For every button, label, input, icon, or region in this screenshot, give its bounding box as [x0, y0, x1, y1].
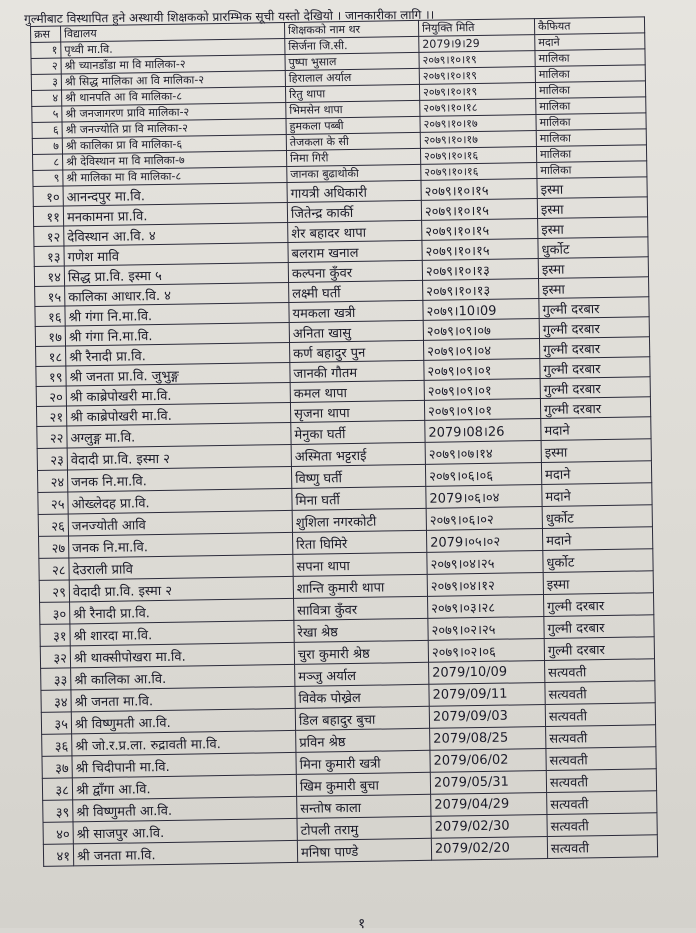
serial-cell: ३४ [41, 690, 71, 712]
remarks-cell: सत्यवती [547, 813, 657, 837]
school-cell: गणेश मावि [64, 242, 288, 266]
school-cell: श्री विष्णुमती आ.वि. [71, 708, 295, 734]
remarks-cell: इस्मा [539, 277, 649, 299]
serial-cell: ३२ [40, 646, 70, 668]
header-appointment-date: नियुक्ति मिति [418, 19, 534, 37]
school-cell: श्री थानपति आ वि मालिका-८ [62, 86, 286, 106]
header-teacher-name: शिक्षकको नाम थर [284, 20, 418, 38]
school-cell: सिद्ध प्रा.वि. इस्मा ५ [64, 262, 288, 286]
remarks-cell: इस्मा [537, 197, 647, 219]
school-cell: देउराली प्रावि [69, 554, 293, 580]
serial-cell: ४० [43, 822, 73, 844]
serial-cell: १५ [35, 286, 65, 306]
school-cell: श्री कालिका प्रा वि मालिका-६ [62, 134, 286, 154]
appointment-date-cell: २०७९।०२।२५ [428, 617, 544, 641]
remarks-cell: इस्मा [538, 217, 648, 239]
teacher-name-cell: विष्णु घर्ती [291, 464, 425, 488]
teacher-name-cell: मिना कुमारी खत्री [296, 750, 430, 774]
serial-cell: ३८ [42, 778, 72, 800]
teacher-name-cell: निमा गिरी [286, 148, 420, 166]
school-cell: मनकामना प्रा.वि. [63, 202, 287, 226]
teacher-name-cell: प्रविन श्रेष्ठ [296, 728, 430, 752]
remarks-cell: गुल्मी दरबार [539, 297, 649, 319]
remarks-cell: इस्मा [537, 177, 647, 199]
appointment-date-cell: २०७९।१०।१८ [420, 99, 536, 117]
remarks-cell: मालिका [536, 145, 646, 163]
serial-cell: २० [36, 386, 66, 406]
school-cell: श्री विष्णुमती आ.वि. [73, 796, 297, 822]
remarks-cell: मदाने [541, 417, 651, 441]
remarks-cell: गुल्मी दरबार [540, 377, 650, 399]
remarks-cell: धुर्कोट [542, 505, 652, 529]
serial-cell: २९ [39, 580, 69, 602]
school-cell: ओख्लेदह प्रा.वि. [68, 488, 292, 514]
appointment-date-cell: 2079/05/31 [430, 770, 546, 794]
serial-cell: २७ [39, 536, 69, 558]
serial-cell: १० [33, 186, 63, 206]
school-cell: कालिका आधार.वि. ४ [65, 282, 289, 306]
table-body [31, 33, 658, 867]
serial-cell: ११ [33, 206, 63, 226]
serial-cell: ३० [40, 602, 70, 624]
remarks-cell: मदाने [542, 483, 652, 507]
teacher-name-cell: सृजना थापा [290, 400, 424, 422]
school-cell: श्री थाक्सीपोखरा मा.वि. [70, 642, 294, 668]
remarks-cell: इस्मा [541, 439, 651, 463]
teacher-name-cell: मञ्जु अर्याल [295, 662, 429, 686]
remarks-cell: सत्यवती [546, 725, 656, 749]
teacher-name-cell: जानका बुढाथोकी [287, 164, 421, 182]
teacher-name-cell: चुरा कुमारी श्रेष्ठ [294, 640, 428, 664]
serial-cell: ९ [33, 170, 63, 186]
school-cell: श्री चिदीपानी मा.वि. [72, 752, 296, 778]
teacher-name-cell: बलराम खनाल [288, 240, 422, 262]
teacher-name-cell: डिल बहादुर बुचा [295, 706, 429, 730]
page-number: १ [358, 916, 366, 932]
serial-cell: १६ [35, 306, 65, 326]
teacher-name-cell: मेनुका घर्ती [291, 420, 425, 444]
school-cell: वेदादी प्रा.वि. इस्मा २ [67, 444, 291, 470]
serial-cell: २२ [37, 426, 67, 448]
appointment-date-cell: २०७९।१०।१९ [419, 83, 535, 101]
remarks-cell: गुल्मी दरबार [539, 337, 649, 359]
remarks-cell: सत्यवती [546, 747, 656, 771]
school-cell: श्री साजपुर आ.वि. [73, 818, 297, 844]
teacher-name-cell: शेर बहादर थापा [288, 220, 422, 242]
teacher-name-cell: जानकी गौतम [290, 360, 424, 382]
teacher-name-cell: मनिषा पाण्डे [297, 838, 431, 862]
serial-cell: १ [31, 42, 61, 58]
remarks-cell: सत्यवती [545, 681, 655, 705]
appointment-date-cell: २०७९।०३।२८ [428, 595, 544, 619]
remarks-cell: इस्मा [538, 257, 648, 279]
appointment-date-cell: 2079/06/02 [430, 748, 546, 772]
school-cell: श्री मालिका मा वि मालिका-८ [63, 166, 287, 186]
school-cell: श्री च्यानडाँडा मा वि मालिका-२ [61, 54, 285, 74]
teacher-name-cell: सावित्रा कुँवर [294, 596, 428, 620]
teacher-name-cell: अनिता खासु [289, 320, 423, 342]
appointment-date-cell: २०७९।०६।०६ [425, 463, 541, 487]
appointment-date-cell: 2079/09/11 [429, 682, 545, 706]
appointment-date-cell: 2079/02/30 [431, 814, 547, 838]
serial-cell: ४१ [43, 844, 73, 866]
remarks-cell: मालिका [537, 161, 647, 179]
school-cell: श्री शारदा मा.वि. [70, 620, 294, 646]
remarks-cell: मदाने [542, 527, 652, 551]
appointment-date-cell: २०७९।१०।१६ [421, 163, 537, 181]
teacher-name-cell: शान्ति कुमारी थापा [293, 574, 427, 598]
appointment-date-cell: २०७९।१०।१९ [419, 67, 535, 85]
teacher-name-cell: खिम कुमारी बुचा [296, 772, 430, 796]
appointment-date-cell: २०७९।०४।२५ [427, 551, 543, 575]
serial-cell: २४ [37, 470, 67, 492]
serial-cell: २६ [38, 514, 68, 536]
teacher-name-cell: भिमसेन थापा [286, 100, 420, 118]
serial-cell: २१ [36, 406, 66, 426]
teacher-name-cell: सपना थापा [293, 552, 427, 576]
teacher-name-cell: लक्ष्मी घर्ती [289, 280, 423, 302]
remarks-cell: धुर्कोट [538, 237, 648, 259]
school-cell: वेदादी प्रा.वि. इस्मा २ [69, 576, 293, 602]
appointment-date-cell: 2079/04/29 [431, 792, 547, 816]
school-cell: श्री जो.र.प्र.ला. रुद्रावती मा.वि. [72, 730, 296, 756]
school-cell: श्री काब्रेपोखरी मा.वि. [66, 402, 290, 426]
serial-cell: ८ [33, 154, 63, 170]
school-cell: जनज्योती आवि [68, 510, 292, 536]
document-title: गुल्मीबाट विस्थापित हुने अस्थायी शिक्षकको प्रारम्भिक सूची यस्तो देखियो । जानकारीका लागि ।। [24, 7, 435, 26]
appointment-date-cell: २०७९।०९।०४ [423, 339, 539, 361]
remarks-cell: सत्यवती [546, 769, 656, 793]
serial-cell: २५ [38, 492, 68, 514]
teacher-name-cell: हुमकला पब्बी [286, 116, 420, 134]
serial-cell: २८ [39, 558, 69, 580]
school-cell: श्री देविस्थान मा वि मालिका-७ [63, 150, 287, 170]
school-cell: जनक नि.मा.वि. [69, 532, 293, 558]
serial-cell: २३ [37, 448, 67, 470]
appointment-date-cell: २०७९।०९।०१ [424, 359, 540, 381]
teacher-name-cell: पुष्पा भुसाल [285, 52, 419, 70]
appointment-date-cell: २०७९।०२।०६ [428, 638, 544, 662]
remarks-cell: सत्यवती [547, 791, 657, 815]
appointment-date-cell: २०७९।०६।०२ [426, 507, 542, 531]
teacher-name-cell: मिना घर्ती [292, 486, 426, 510]
teacher-name-cell: विवेक पोख्रेल [295, 684, 429, 708]
teacher-name-cell: जितेन्द्र कार्की [287, 200, 421, 222]
serial-cell: ३३ [41, 668, 71, 690]
teacher-name-cell: कर्ण बहादुर पुन [290, 340, 424, 362]
serial-cell: २ [31, 58, 61, 74]
serial-cell: ३५ [41, 712, 71, 734]
remarks-cell: मालिका [536, 97, 646, 115]
appointment-date-cell: २०७९।१०।१७ [420, 115, 536, 133]
school-cell: श्री जनता प्रा.वि. जुभुङ्ग [66, 362, 290, 386]
teacher-name-cell: तेजकला के सी [286, 132, 420, 150]
teacher-name-cell: शुशिला नगरकोटी [292, 508, 426, 532]
remarks-cell: सत्यवती [547, 835, 657, 859]
remarks-cell: मालिका [536, 113, 646, 131]
serial-cell: ७ [32, 138, 62, 154]
school-cell: पृथ्वी मा.वि. [61, 39, 285, 59]
school-cell: श्री सिद्ध मालिका आ वि मालिका-२ [61, 70, 285, 90]
school-cell: देविस्थान आ.वि. ४ [64, 222, 288, 246]
teacher-name-cell: कमल थापा [290, 380, 424, 402]
school-cell: आनन्दपुर मा.वि. [63, 182, 287, 206]
teacher-name-cell: टोपली तरामु [297, 816, 431, 840]
remarks-cell: गुल्मी दरबार [539, 317, 649, 339]
teacher-name-cell: गायत्री अधिकारी [287, 180, 421, 202]
remarks-cell: गुल्मी दरबार [544, 637, 654, 661]
school-cell: श्री जनता मा.वि. [73, 840, 297, 866]
appointment-date-cell: २०७९।०९।०१ [424, 399, 540, 421]
serial-cell: १९ [36, 366, 66, 386]
appointment-date-cell: २०७९।१०।१५ [421, 179, 537, 201]
school-cell: श्री द्वाँगा आ.वि. [72, 774, 296, 800]
appointment-date-cell: २०७९।१०।१५ [421, 199, 537, 221]
teacher-list-table [30, 16, 658, 867]
school-cell: श्री रैनादी प्रा.वि. [70, 598, 294, 624]
appointment-date-cell: 2079/08/25 [430, 726, 546, 750]
remarks-cell: गुल्मी दरबार [543, 593, 653, 617]
school-cell: अग्लुङ्ग मा.वि. [67, 422, 291, 448]
remarks-cell: गुल्मी दरबार [540, 357, 650, 379]
school-cell: श्री रैनादी प्रा.वि. [66, 342, 290, 366]
appointment-date-cell: २०७९।०९।०१ [424, 379, 540, 401]
appointment-date-cell: २०७९।१०।१३ [423, 279, 539, 301]
remarks-cell: मालिका [535, 81, 645, 99]
header-remarks: कैफियत [534, 17, 644, 35]
teacher-name-cell: हिरालाल अर्याल [285, 68, 419, 86]
teacher-name-cell: रेखा श्रेष्ठ [294, 618, 428, 642]
remarks-cell: इस्मा [543, 571, 653, 595]
appointment-date-cell: २०७९।१०।१६ [420, 147, 536, 165]
remarks-cell: मदाने [541, 461, 651, 485]
teacher-name-cell: यमकला खत्री [289, 300, 423, 322]
school-cell: श्री काब्रेपोखरी मा.वि. [66, 382, 290, 406]
appointment-date-cell: 2079।०६।०४ [426, 485, 542, 509]
remarks-cell: गुल्मी दरबार [544, 615, 654, 639]
serial-cell: ३७ [42, 756, 72, 778]
appointment-date-cell: २०७९।०९।०७ [423, 319, 539, 341]
appointment-date-cell: 2079।08।26 [425, 419, 541, 443]
remarks-cell: मालिका [536, 129, 646, 147]
remarks-cell: सत्यवती [545, 703, 655, 727]
serial-cell: ३९ [43, 800, 73, 822]
teacher-list-table-wrap [30, 16, 658, 867]
serial-cell: ४ [32, 90, 62, 106]
appointment-date-cell: २०७९।१०।१७ [420, 131, 536, 149]
school-cell: श्री गंगा नि.मा.वि. [65, 322, 289, 346]
school-cell: श्री जनज्योति प्रा वि मालिका-२ [62, 118, 286, 138]
serial-cell: ३६ [42, 734, 72, 756]
serial-cell: ३१ [40, 624, 70, 646]
appointment-date-cell: २०७९।१०।१९ [419, 51, 535, 69]
serial-cell: १३ [34, 246, 64, 266]
teacher-name-cell: रिता घिमिरे [292, 530, 426, 554]
appointment-date-cell: २०७९।१०।१५ [422, 219, 538, 241]
appointment-date-cell: 2079।०५।०२ [426, 529, 542, 553]
school-cell: जनक नि.मा.वि. [67, 466, 291, 492]
remarks-cell: मालिका [535, 49, 645, 67]
teacher-name-cell: सन्तोष काला [297, 794, 431, 818]
appointment-date-cell: 2079/09/03 [429, 704, 545, 728]
header-school: विद्यालय [61, 23, 285, 43]
teacher-name-cell: सिर्जना जि.सी. [285, 36, 419, 54]
school-cell: श्री गंगा नि.मा.वि. [65, 302, 289, 326]
header-serial: क्रस [31, 26, 61, 42]
appointment-date-cell: २०७९।१०।१५ [422, 239, 538, 261]
serial-cell: १२ [34, 226, 64, 246]
remarks-cell: धुर्कोट [543, 549, 653, 573]
remarks-cell: मालिका [535, 65, 645, 83]
serial-cell: ६ [32, 122, 62, 138]
serial-cell: ३ [31, 74, 61, 90]
appointment-date-cell: २०७९।१०।१३ [422, 259, 538, 281]
appointment-date-cell: 2079/02/20 [431, 836, 547, 860]
serial-cell: ५ [32, 106, 62, 122]
teacher-name-cell: कल्पना कुँवर [288, 260, 422, 282]
serial-cell: १८ [36, 346, 66, 366]
appointment-date-cell: 2079।9।29 [419, 35, 535, 53]
serial-cell: १७ [35, 326, 65, 346]
remarks-cell: गुल्मी दरबार [540, 397, 650, 419]
teacher-name-cell: रितु थापा [285, 84, 419, 102]
remarks-cell: सत्यवती [545, 659, 655, 683]
appointment-date-cell: २०७९।०४।१२ [427, 573, 543, 597]
appointment-date-cell: २०७९।10।09 [423, 299, 539, 321]
appointment-date-cell: २०७९।०७।१४ [425, 441, 541, 465]
school-cell: श्री जनता मा.वि. [71, 686, 295, 712]
remarks-cell: मदाने [535, 33, 645, 51]
school-cell: श्री जनजागरण प्रावि मालिका-२ [62, 102, 286, 122]
teacher-name-cell: अस्मिता भट्टराई [291, 442, 425, 466]
appointment-date-cell: 2079/10/09 [429, 660, 545, 684]
serial-cell: १४ [34, 266, 64, 286]
school-cell: श्री कालिका आ.वि. [71, 664, 295, 690]
